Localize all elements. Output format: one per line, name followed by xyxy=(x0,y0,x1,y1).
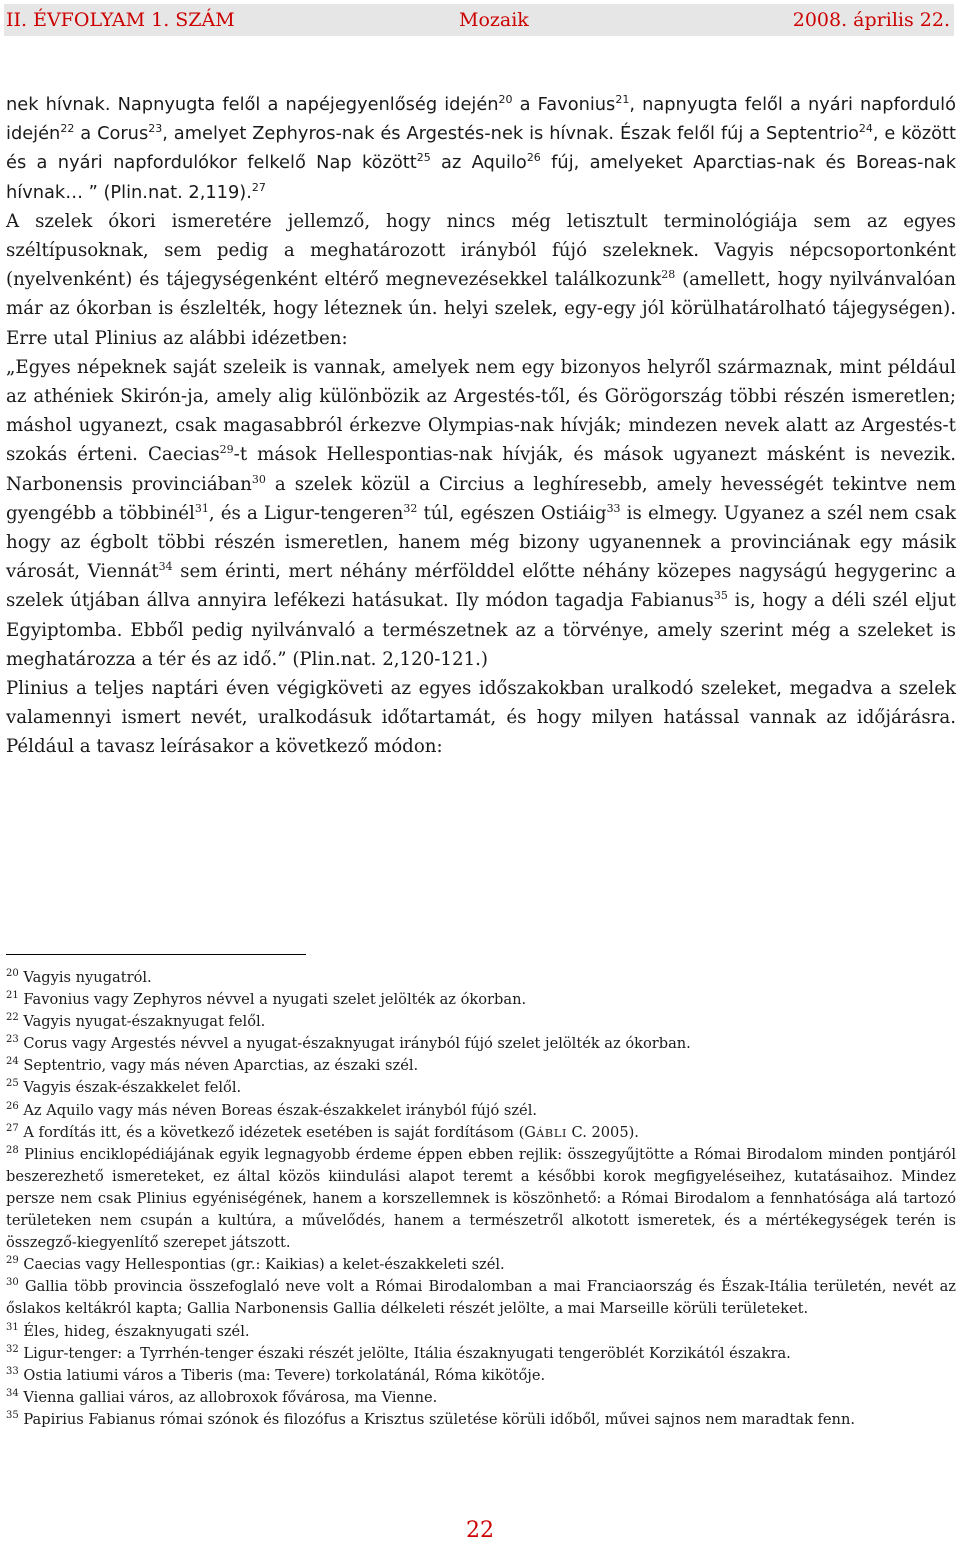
footnote-34: $^{34}$ Vienna galliai város, az allobroxok fővárosa, ma Vienne. xyxy=(6,1387,438,1406)
footnote-21: $^{21}$ Favonius vagy Zephyros névvel a nyugati szelet jelölték az ókorban. xyxy=(6,990,527,1009)
paragraph-4: Plinius a teljes naptári éven végigköveti az egyes időszakokban uralkodó szeleket, megadva a szelek valamennyi ismert nevét, uralkodásuk időtartamát, és hogy milyen hatással vannak az időjárásra. Például a tavasz leírásakor a következő módon: xyxy=(6,678,956,758)
footnote-28: $^{28}$ Plinius enciklopédiájának egyik legnagyobb érdeme éppen ebben rejlik: összegyűjtötte a Római Birodalom minden pontjáról beszerezhető ismereteket, ez által közös kiindulási alapot teremt a későbbi korok megfigyeléseihez, kutatásaihoz. Mindez persze nem csak Plinius egyéniségének, hanem a korszellemnek is köszönhető: a Római Birodalom a fennhatósága alá tartozó területeken nem csupán a kultúra, a művelődés, hanem a természetről alkotott ismeretek, és a mértékegységek terén is összegző-kiegyenlítő szerepet játszott. xyxy=(6,1144,957,1252)
header-date: 2008. április 22. xyxy=(792,9,950,31)
footnote-23: $^{23}$ Corus vagy Argestés névvel a nyugat-északnyugat irányból fújó szelet jelölték az ókorban. xyxy=(6,1034,691,1053)
footnote-26: $^{26}$ Az Aquilo vagy más néven Boreas észak-északkelet irányból fújó szél. xyxy=(6,1100,537,1119)
header-volume: II. ÉVFOLYAM 1. SZÁM xyxy=(6,9,235,31)
footnote-35: $^{35}$ Papirius Fabianus római szónok és filozófus a Krisztus születése körüli időből, művei sajnos nem maradtak fenn. xyxy=(6,1410,855,1428)
footnote-27: $^{27}$ A fordítás itt, és a következő idézetek esetében is saját fordításom (GÁBLI C. 2005). xyxy=(6,1122,639,1141)
footnote-ref: 21 xyxy=(615,93,630,107)
footnote-ref: 33 xyxy=(606,501,621,515)
footnote-ref: 32 xyxy=(403,501,418,515)
quote-paragraph: „Egyes népeknek saját szeleik is vannak, amelyek nem egy bizonyos helyről származnak, mint például az athéniek Skirón-ja, amely alig különbözik az Argestés-től, és Görögország többi részén ismeretlen; máshol ugyanezt, csak magasabbról érkezve Olympias-nak hívják; mindezen nevek alatt az Argestés-t szokás érteni. Caecias$^{29}$-t mások Hellespontias-nak hívják, és mások ugyanezt másként is nevezik. Narbonensis provinciában$^{30}$ a szelek közül a Circius a leghíresebb, amely hevességét tekintve nem gyengébb a többinél$^{31}$, és a Ligur-tengeren$^{32}$ túl, egészen Ostiáig$^{33}$ is elmegy. Ugyanez a szél nem csak hogy az égbolt többi részén ismeretlen, hanem még bizony ugyanennek a provinciának egy másik városát, Viennát$^{34}$ sem érinti, mert néhány mérfölddel előtte néhány közepes nagyságú hegygerinc a szelek útjában állva annyira lefékezi hatásukat. Ily módon tagadja Fabianus$^{35}$ is, hogy a déli szél eljut Egyiptomba. Ebből pedig nyilvánvaló a természetnek az a törvénye, amely szerint még a szeleket is meghatározza a tér és az idő.” (Plin.nat. 2,120-121.) xyxy=(6,356,957,670)
footnotes xyxy=(6,967,956,1431)
page-number: 22 xyxy=(466,1518,494,1543)
footnote-ref: 24 xyxy=(858,122,873,136)
footnote-ref: 31 xyxy=(194,501,209,515)
footnote-separator xyxy=(6,954,306,955)
footnote-22: $^{22}$ Vagyis nyugat-északnyugat felől. xyxy=(6,1012,266,1031)
main-text xyxy=(6,90,956,762)
footnote-29: $^{29}$ Caecias vagy Hellespontias (gr.: Kaikias) a kelet-északkeleti szél. xyxy=(6,1255,505,1274)
footnote-24: $^{24}$ Septentrio, vagy más néven Aparctias, az északi szél. xyxy=(6,1056,419,1075)
footnote-ref: 28 xyxy=(661,268,676,282)
footnote-32: $^{32}$ Ligur-tenger: a Tyrrhén-tenger északi részét jelölte, Itália északnyugati tengeröblét Korzikától északra. xyxy=(6,1343,791,1362)
footnote-ref: 25 xyxy=(416,151,431,165)
footnote-ref: 26 xyxy=(526,151,541,165)
footnote-ref: 30 xyxy=(251,472,266,486)
footnote-ref: 20 xyxy=(498,93,513,107)
footnote-33: $^{33}$ Ostia latiumi város a Tiberis (ma: Tevere) torkolatánál, Róma kikötője. xyxy=(6,1365,546,1384)
page-header xyxy=(4,4,954,36)
paragraph-1: nek hívnak. Napnyugta felől a napéjegyenlőség idején$^{20}$ a Favonius$^{21}$, napnyugta felől a nyári napforduló idején$^{22}$ a Corus$^{23}$, amelyet Zephyros-nak és Argestés-nek is hívnak. Észak felől fúj a Septentrio$^{24}$, e között és a nyári napfordulókor felkelő Nap között$^{25}$ az Aquilo$^{26}$ fúj, amelyeket Aparctias-nak és Boreas-nak hívnak… ” (Plin.nat. 2,119).$^{27}$ xyxy=(6,93,957,203)
footnote-30: $^{30}$ Gallia több provincia összefoglaló neve volt a Római Birodalomban a mai Franciaország és Észak-Itália területén, nevét az őslakos keltákról kapta; Gallia Narbonensis Gallia délkeleti részét jelölte, a mai Marseille körüli területeket. xyxy=(6,1277,956,1318)
header-publication: Mozaik xyxy=(459,9,529,31)
footnote-25: $^{25}$ Vagyis észak-északkelet felől. xyxy=(6,1078,242,1097)
footnote-ref: 22 xyxy=(60,122,75,136)
footnote-ref: 27 xyxy=(251,180,266,194)
footnote-31: $^{31}$ Éles, hideg, északnyugati szél. xyxy=(6,1321,250,1340)
footnote-ref: 29 xyxy=(219,443,234,457)
footnote-ref: 34 xyxy=(158,560,173,574)
paragraph-2: A szelek ókori ismeretére jellemző, hogy nincs még letisztult terminológiája sem az egyes széltípusoknak, sem pedig a meghatározott irányból fújó szeleknek. Vagyis népcsoportonként (nyelvenként) és tájegységenként eltérő megnevezésekkel találkozunk$^{28}$ (amellett, hogy nyilvánvalóan már az ókorban is észlelték, hogy léteznek ún. helyi szelek, egy-egy jól körülhatárolható tájegységen). Erre utal Plinius az alábbi idézetben: xyxy=(6,210,956,349)
footnote-20: $^{20}$ Vagyis nyugatról. xyxy=(6,968,152,986)
footnote-ref: 35 xyxy=(713,589,728,603)
footnote-ref: 23 xyxy=(148,122,163,136)
